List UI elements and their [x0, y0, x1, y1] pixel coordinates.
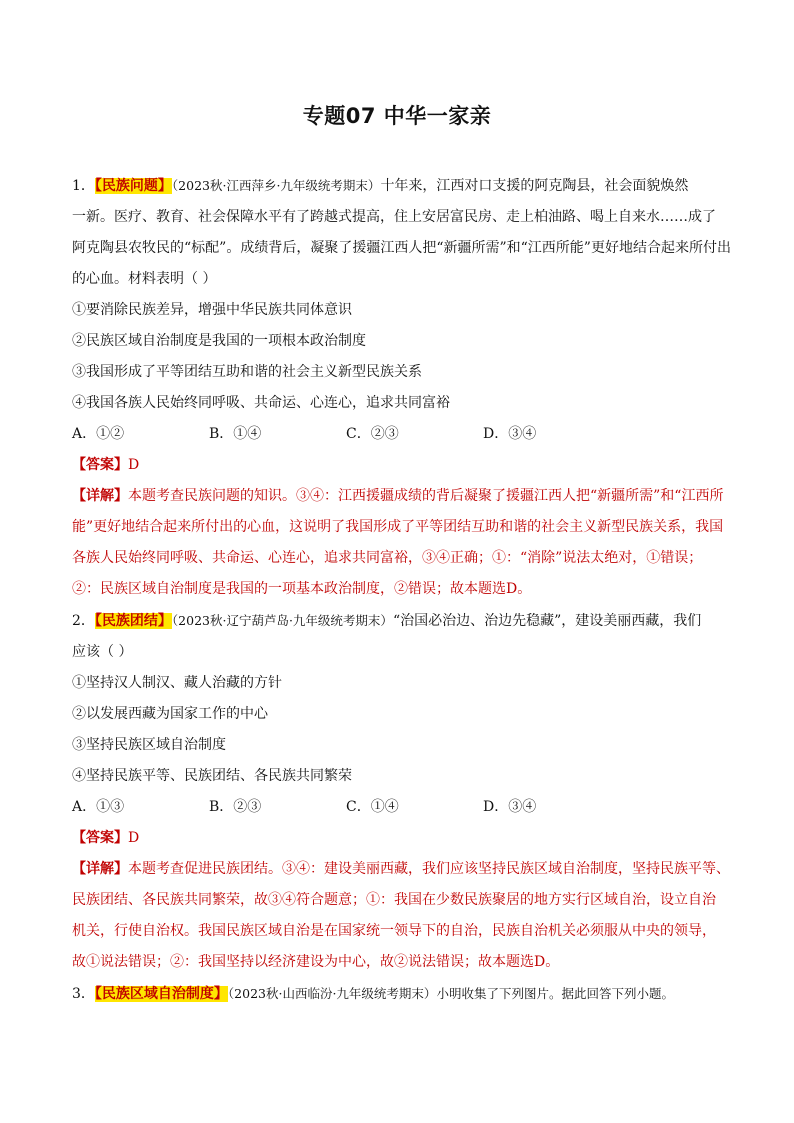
explanation-line: 故①说法错误；②：我国坚持以经济建设为中心，故②说法错误；故本题选D。	[72, 954, 560, 970]
answer-line	[72, 450, 724, 481]
statement-item: ①坚持汉人制汉、藏人治藏的方针	[72, 675, 282, 691]
topic-tag: 【民族团结】	[94, 613, 172, 629]
question-number: 2．	[72, 613, 95, 629]
explanation-line: 民族团结、各民族共同繁荣，故③④符合题意；①：我国在少数民族聚居的地方实行区域自治，设立自治	[72, 892, 716, 908]
topic-tag: 【民族区域自治制度】	[94, 986, 228, 1002]
statement-item: ②民族区域自治制度是我国的一项根本政治制度	[72, 333, 366, 349]
explanation-label: 【详解】	[72, 861, 128, 877]
explanation-line: 能”更好地结合起来所付出的心血，这说明了我国形成了平等团结互助和谐的社会主义新型民族关系，我国	[72, 519, 724, 535]
explanation-line	[72, 854, 730, 885]
option-c: C．①④	[346, 799, 399, 815]
statement-item: ③我国形成了平等团结互助和谐的社会主义新型民族关系	[72, 364, 422, 380]
question-1	[72, 170, 731, 605]
explanation-line	[72, 481, 724, 512]
answer-value: D	[128, 457, 140, 473]
option-a: A．①②	[72, 426, 125, 442]
option-c: C．②③	[346, 426, 399, 442]
answer-label: 【答案】	[72, 457, 128, 473]
explanation-text: 本题考查民族问题的知识。③④：江西援疆成绩的背后凝聚了援疆江西人把“新疆所需”和“江西所	[128, 488, 724, 504]
question-stem-line: “治国必治边、治边先稳藏”，建设美丽西藏，我们	[392, 613, 702, 629]
page-title: 专题07 中华一家亲	[302, 104, 492, 128]
statement-item: ②以发展西藏为国家工作的中心	[72, 706, 268, 722]
statement-item: ④坚持民族平等、民族团结、各民族共同繁荣	[72, 768, 352, 784]
question-stem-line: 的心血。材料表明（ ）	[72, 271, 217, 287]
question-2	[72, 605, 730, 978]
question-stem-line: 应该（ ）	[72, 644, 133, 660]
answer-line	[72, 823, 724, 854]
option-b: B．②③	[209, 799, 262, 815]
question-source: （2023秋·山西临汾·九年级统考期末）	[227, 986, 437, 1001]
question-source: （2023秋·江西萍乡·九年级统考期末）	[171, 178, 381, 193]
question-number: 1．	[72, 178, 95, 194]
answer-options	[72, 792, 724, 823]
option-d: D．③④	[483, 426, 537, 442]
answer-label: 【答案】	[72, 830, 128, 846]
statement-item: ④我国各族人民始终同呼吸、共命运、心连心，追求共同富裕	[72, 395, 450, 411]
question-stem-line: 十年来，江西对口支援的阿克陶县，社会面貌焕然	[380, 178, 689, 194]
explanation-line: ②：民族区域自治制度是我国的一项基本政治制度，②错误；故本题选D。	[72, 581, 532, 597]
question-stem-line: 小明收集了下列图片。据此回答下列小题。	[436, 986, 674, 1001]
option-b: B．①④	[209, 426, 262, 442]
statement-item: ①要消除民族差异，增强中华民族共同体意识	[72, 302, 352, 318]
topic-tag: 【民族问题】	[94, 178, 172, 194]
question-list	[72, 170, 731, 1010]
question-source: （2023秋·辽宁葫芦岛·九年级统考期末）	[171, 613, 393, 628]
question-number: 3．	[72, 986, 95, 1002]
question-stem-line: 一新。医疗、教育、社会保障水平有了跨越式提高，住上安居富民房、走上柏油路、喝上自来水……成了	[72, 209, 716, 225]
explanation-label: 【详解】	[72, 488, 128, 504]
option-a: A．①③	[72, 799, 125, 815]
explanation-line: 机关，行使自治权。我国民族区域自治是在国家统一领导下的自治，民族自治机关必须服从中央的领导，	[72, 923, 716, 939]
option-d: D．③④	[483, 799, 537, 815]
answer-value: D	[128, 830, 140, 846]
answer-options	[72, 419, 724, 450]
explanation-text: 本题考查促进民族团结。③④：建设美丽西藏，我们应该坚持民族区域自治制度，坚持民族平等、	[128, 861, 730, 877]
question-3	[72, 978, 724, 1010]
question-stem-line: 阿克陶县农牧民的“标配”。成绩背后，凝聚了援疆江西人把“新疆所需”和“江西所能”更好地结合起来所付出	[72, 240, 731, 256]
statement-item: ③坚持民族区域自治制度	[72, 737, 226, 753]
explanation-line: 各族人民始终同呼吸、共命运、心连心，追求共同富裕，③④正确；①：“消除”说法太绝对，①错误；	[72, 550, 703, 566]
